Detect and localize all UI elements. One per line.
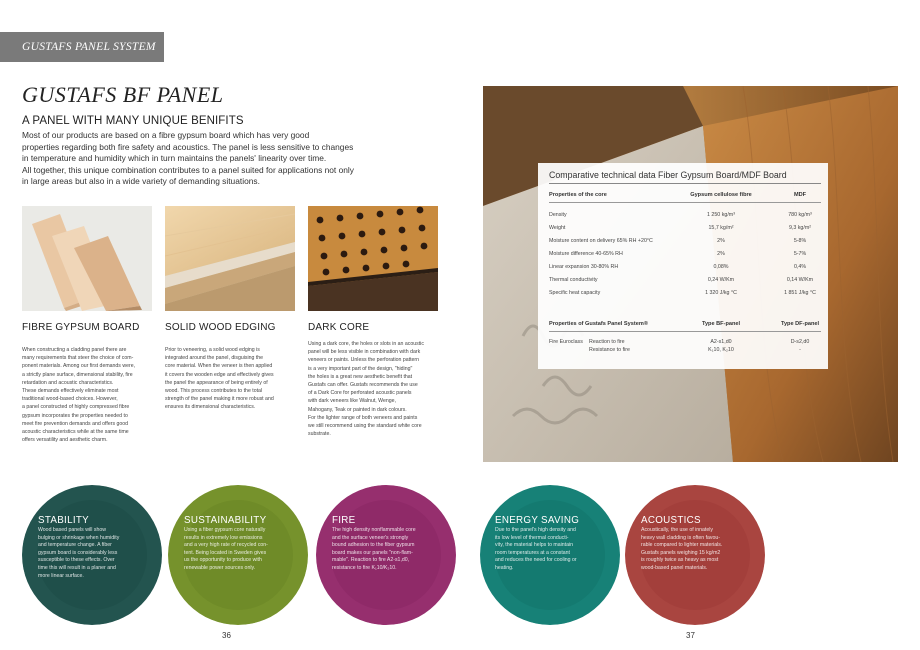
text-line: These demands effectively eliminate most bbox=[22, 388, 119, 395]
energy-saving-text bbox=[495, 527, 607, 573]
text-line: results in extremely low emissions bbox=[184, 534, 263, 541]
solid-wood-edging-image bbox=[165, 206, 295, 311]
table-cell: 2% bbox=[717, 238, 725, 244]
table-row-label: Specific heat capacity bbox=[549, 290, 601, 296]
text-line: panel will be less visible in combination with dark bbox=[308, 349, 421, 356]
table-header-property: Properties of the core bbox=[549, 192, 607, 198]
intro-paragraph bbox=[22, 130, 367, 188]
text-line: us the opportunity to produce with bbox=[184, 557, 262, 564]
text-line: veneers or paints. Unless the perforation pattern bbox=[308, 357, 420, 364]
table-row-label: Moisture content on delivery 65% RH +20°C bbox=[549, 238, 653, 244]
text-line: For the lighter range of both veneers and paints bbox=[308, 414, 418, 421]
text-line: integrated around the panel, disguising the bbox=[165, 355, 264, 362]
dark-core-image bbox=[308, 206, 438, 311]
fibre-gypsum-board-heading: FIBRE GYPSUM BOARD bbox=[22, 322, 140, 333]
table-header-mdf: MDF bbox=[793, 192, 807, 198]
text-line: a panel constructed of highly compressed fibre bbox=[22, 404, 130, 411]
energy-saving-title: ENERGY SAVING bbox=[495, 515, 580, 526]
text-line: and the surface veneer's strongly bbox=[332, 534, 409, 541]
text-line: room temperatures at a constant bbox=[495, 549, 570, 556]
text-line: mable". Reaction to fire A2-s1,d0, bbox=[332, 557, 410, 564]
reaction-to-fire-label: Reaction to fire bbox=[589, 339, 625, 345]
table-row-label: Thermal conductivity bbox=[549, 277, 598, 283]
table-cell: 0,4% bbox=[793, 264, 807, 270]
table-cell: 1 851 J/kg °C bbox=[784, 290, 816, 296]
text-line: offers versatility and aesthetic charm. bbox=[22, 437, 108, 444]
intro-line: Most of our products are based on a fibre gypsum board which has very good bbox=[22, 130, 310, 140]
text-line: more linear surface. bbox=[38, 572, 84, 579]
text-line: The high density nonflammable core bbox=[332, 527, 416, 533]
table-header-gypsum: Gypsum cellulose fibre bbox=[690, 192, 752, 198]
table-cell: D-s2,d0 bbox=[790, 339, 810, 345]
text-line: is roughly twice as heavy as most bbox=[641, 557, 719, 564]
fire-text bbox=[332, 527, 444, 573]
text-line: it covers the wooden edge and effectively gives bbox=[165, 371, 274, 378]
text-line: ponent materials. Among our first demands were, bbox=[22, 363, 136, 370]
text-line: is a very important part of the design, "hiding" bbox=[308, 365, 413, 372]
text-line: Acoustically, the use of innately bbox=[641, 527, 713, 533]
intro-line: in large areas but also in a wide variety of demanding situations. bbox=[22, 176, 260, 187]
text-line: Using a fiber gypsum core naturally bbox=[184, 527, 266, 533]
table-title: Comparative technical data Fiber Gypsum Board/MDF Board bbox=[549, 170, 787, 180]
fibre-gypsum-board-text bbox=[22, 346, 150, 444]
table2-header-divider bbox=[549, 331, 821, 332]
text-line: core material. When the veneer is then applied bbox=[165, 363, 273, 370]
text-line: ensures its dimensional characteristics. bbox=[165, 404, 256, 411]
table-cell: 9,3 kg/m² bbox=[788, 225, 812, 231]
text-line: Gustafs can offer. Gustafs recommends the use bbox=[308, 382, 418, 389]
text-line: Due to the panel's high density and bbox=[495, 527, 576, 533]
text-line: heavy wall cladding is often favou- bbox=[641, 534, 721, 541]
text-line: board makes our panels "non-flam- bbox=[332, 549, 413, 556]
text-line: bulging or shrinkage when humidity bbox=[38, 534, 120, 541]
page-title: GUSTAFS BF PANEL bbox=[22, 82, 224, 107]
text-line: the panel the appearance of being entirely of bbox=[165, 379, 268, 386]
text-line: meet fire prevention demands and offers good bbox=[22, 420, 129, 427]
text-line: susceptible to these effects. Over bbox=[38, 557, 115, 564]
intro-line: in temperature and humidity which in turn maintains the panels' linearity over time. bbox=[22, 153, 327, 164]
text-line: its low level of thermal conducti- bbox=[495, 534, 569, 541]
stability-title: STABILITY bbox=[38, 515, 89, 526]
text-line: of a Dark Core for perforated acoustic panels bbox=[308, 390, 412, 397]
text-line: a strictly plane surface, dimensional stability, fire bbox=[22, 371, 133, 378]
text-line: with dark veneers like Walnut, Wenge, bbox=[308, 398, 396, 405]
fibre-gypsum-board-image bbox=[22, 206, 152, 311]
table-header-divider bbox=[549, 202, 821, 203]
text-line: and temperature change. A fiber bbox=[38, 542, 112, 549]
text-line: acoustic characteristics while at the same time bbox=[22, 429, 129, 436]
intro-line: All together, this unique combination contributes to a panel suited for applications not only bbox=[22, 164, 354, 175]
text-line: Gustafs panels weighing 15 kg/m2 bbox=[641, 549, 721, 556]
text-line: tent. Being located in Sweden gives bbox=[184, 549, 267, 556]
sustainability-title: SUSTAINABILITY bbox=[184, 515, 267, 526]
table-row-label: Moisture difference 40-65% RH bbox=[549, 251, 623, 257]
stability-text bbox=[38, 527, 150, 580]
solid-wood-edging-text bbox=[165, 346, 293, 412]
dark-core-text bbox=[308, 340, 448, 438]
text-line: When constructing a cladding panel there are bbox=[22, 347, 127, 353]
table2-header-bf: Type BF-panel bbox=[701, 321, 741, 327]
solid-wood-edging-heading: SOLID WOOD EDGING bbox=[165, 322, 276, 333]
text-line: resistance to fire K₁10/K₂10. bbox=[332, 564, 397, 571]
table-cell: A2-s1,d0 bbox=[710, 339, 732, 345]
section-label: GUSTAFS PANEL SYSTEM bbox=[0, 32, 164, 62]
acoustics-title: ACOUSTICS bbox=[641, 515, 701, 526]
table-cell: 5-8% bbox=[793, 238, 807, 244]
table-row-label: Density bbox=[549, 212, 567, 218]
text-line: rable compared to lighter materials. bbox=[641, 542, 723, 549]
table-row-label: Weight bbox=[549, 225, 566, 231]
text-line: gypsum incorporates the properties needed to bbox=[22, 412, 128, 419]
page-subtitle: A PANEL WITH MANY UNIQUE BENIFITS bbox=[22, 115, 244, 127]
fire-title: FIRE bbox=[332, 515, 356, 526]
sustainability-text bbox=[184, 527, 296, 573]
table-cell: 2% bbox=[717, 251, 725, 257]
page-number-left: 36 bbox=[222, 631, 231, 640]
text-line: heating. bbox=[495, 564, 514, 571]
text-line: and a very high rate of recycled con- bbox=[184, 542, 268, 549]
table-cell: - bbox=[799, 347, 801, 353]
text-line: traditional wood-based choices. However, bbox=[22, 396, 118, 403]
text-line: the holes is a great new aesthetic benefit that bbox=[308, 373, 413, 380]
table-cell: 0,08% bbox=[713, 264, 729, 270]
table-cell: 780 kg/m³ bbox=[788, 212, 812, 218]
table-cell: 0,14 W/Km bbox=[786, 277, 814, 283]
table-cell: 1 320 J/kg °C bbox=[705, 290, 737, 296]
acoustics-text bbox=[641, 527, 753, 573]
text-line: Using a dark core, the holes or slots in an acoustic bbox=[308, 341, 424, 347]
text-line: we still recommend using the standard white core bbox=[308, 423, 422, 430]
text-line: Wood based panels will show bbox=[38, 527, 106, 533]
text-line: bound adhesion to the fiber gypsum bbox=[332, 542, 415, 549]
fire-euroclass-label: Fire Euroclass bbox=[549, 339, 583, 345]
intro-line: properties regarding both fire safety and acoustics. The panel is less sensitive to changes bbox=[22, 141, 354, 152]
text-line: wood. This process contributes to the total bbox=[165, 388, 263, 395]
text-line: many requirements that steer the choice of com- bbox=[22, 355, 134, 362]
text-line: wood-based panel materials. bbox=[641, 564, 708, 571]
text-line: time this will result in a planer and bbox=[38, 564, 116, 571]
resistance-to-fire-label: Resistance to fire bbox=[589, 347, 630, 353]
text-line: retardation and acoustic characteristics. bbox=[22, 379, 114, 386]
text-line: gypsum board is considerably less bbox=[38, 549, 118, 556]
table-title-divider bbox=[549, 183, 821, 184]
table-cell: 0,24 W/Km bbox=[707, 277, 735, 283]
table-row-label: Linear expansion 30-80% RH bbox=[549, 264, 619, 270]
table-cell: K₁10, K₂10 bbox=[708, 347, 734, 353]
text-line: substrate. bbox=[308, 431, 331, 438]
page-number-right: 37 bbox=[686, 631, 695, 640]
dark-core-heading: DARK CORE bbox=[308, 322, 370, 333]
text-line: strength of the panel making it more robust and bbox=[165, 396, 274, 403]
text-line: Mahogany, Teak or painted in dark colours. bbox=[308, 406, 407, 413]
table-cell: 1 250 kg/m³ bbox=[707, 212, 735, 218]
text-line: and reduces the need for cooling or bbox=[495, 557, 577, 564]
table-cell: 5-7% bbox=[793, 251, 807, 257]
table2-header-property: Properties of Gustafs Panel System® bbox=[549, 321, 648, 327]
text-line: renewable power sources only. bbox=[184, 564, 256, 571]
table-cell: 15,7 kg/m² bbox=[708, 225, 734, 231]
text-line: Prior to veneering, a solid wood edging is bbox=[165, 347, 260, 353]
text-line: vity, the material helps to maintain bbox=[495, 542, 574, 549]
table2-header-df: Type DF-panel bbox=[780, 321, 820, 327]
